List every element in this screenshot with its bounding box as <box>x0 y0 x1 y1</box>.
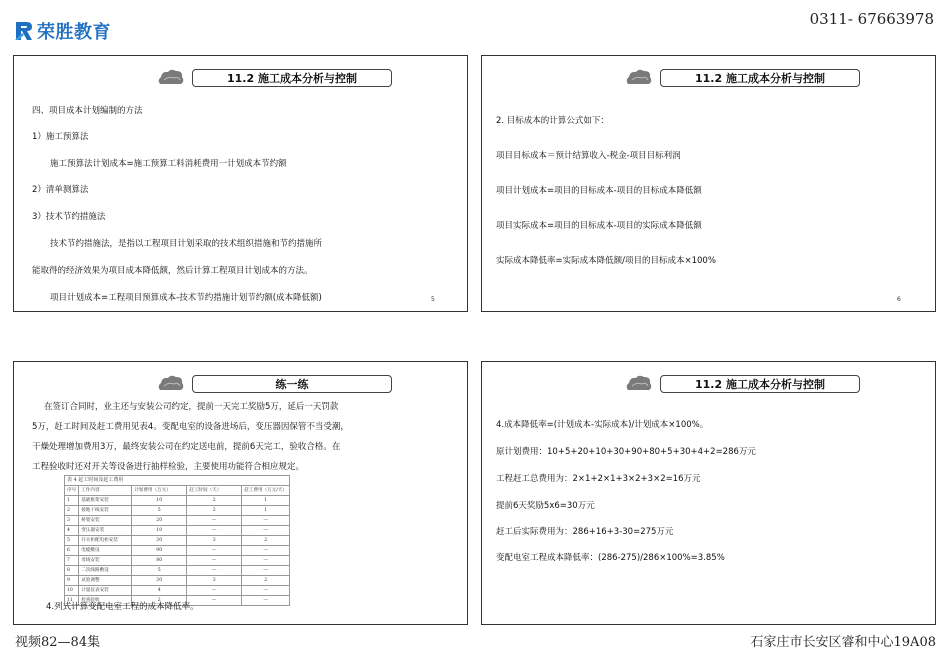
table-cell: — <box>242 546 290 556</box>
text-line: 4.成本降低率=(计划成本-实际成本)/计划成本×100%。 <box>496 420 709 430</box>
table-row <box>65 586 290 596</box>
table-cell: — <box>187 556 242 566</box>
table-header: 工作内容 <box>79 486 132 496</box>
table-cell: — <box>242 526 290 536</box>
table-row <box>65 576 290 586</box>
table-cell: 开关柜配电柜安装 <box>79 536 132 546</box>
table-cell: 试验调整 <box>79 576 132 586</box>
table-cell: 3 <box>187 536 242 546</box>
slide-header <box>624 374 860 394</box>
phone-number: 0311- 67663978 <box>809 10 934 28</box>
table-cell: 5 <box>65 536 79 546</box>
table-cell: 3 <box>187 576 242 586</box>
slide-header <box>624 68 860 88</box>
table-cell: 计量仪表安装 <box>79 586 132 596</box>
slide-header <box>156 374 392 394</box>
table-row <box>65 516 290 526</box>
slide-title: 11.2 施工成本分析与控制 <box>192 69 392 87</box>
table-cell: 8 <box>65 566 79 576</box>
table-caption: 表 4 赶工时间及赶工费用 <box>65 476 290 486</box>
table-cell: — <box>242 556 290 566</box>
table-cell: — <box>187 566 242 576</box>
text-line: 2. 目标成本的计算公式如下： <box>496 116 609 126</box>
table-cell: 1 <box>65 496 79 506</box>
text-line: 1）施工预算法 <box>32 132 89 142</box>
footer-video-range: 视频82—84集 <box>15 635 101 650</box>
table-cell: 4 <box>132 586 187 596</box>
table-row <box>65 506 290 516</box>
table-cell: 5 <box>132 566 187 576</box>
table-cell: 2 <box>187 506 242 516</box>
table-cell: 10 <box>132 496 187 506</box>
text-line: 赶工后实际费用为：286+16+3-30=275万元 <box>496 527 674 537</box>
page-number: 6 <box>897 296 901 303</box>
slide-title: 11.2 施工成本分析与控制 <box>660 375 860 393</box>
table-cell: — <box>242 516 290 526</box>
table-header-row <box>65 486 290 496</box>
table-cell: 基础框架安装 <box>79 496 132 506</box>
table-cell: 10 <box>132 526 187 536</box>
slide-title: 练一练 <box>192 375 392 393</box>
table-cell: — <box>187 516 242 526</box>
text-line: 实际成本降低率=实际成本降低额/项目的目标成本×100% <box>496 256 716 266</box>
table-header: 赶工时间（天） <box>187 486 242 496</box>
table-cell: 母线安装 <box>79 556 132 566</box>
table-cell: — <box>187 586 242 596</box>
table-header: 赶工费用（万元/天） <box>242 486 290 496</box>
table-cell: 4 <box>65 526 79 536</box>
cloud-icon <box>624 372 654 396</box>
text-line: 工程赶工总费用为：2×1+2×1+3×2+3×2=16万元 <box>496 474 701 484</box>
table-cell: 30 <box>132 576 187 586</box>
footer-address: 石家庄市长安区睿和中心19A08 <box>750 635 936 650</box>
cloud-icon <box>156 66 186 90</box>
table-cell: 90 <box>132 546 187 556</box>
slide-header <box>156 68 392 88</box>
text-line: 5万，赶工时间及赶工费用见表4。变配电室的设备进场后，变压器因保管不当受潮， <box>32 422 349 432</box>
table-cell: 2 <box>65 506 79 516</box>
text-line: 工程验收时还对开关等设备进行抽样检验，主要使用功能符合相应规定。 <box>32 462 305 472</box>
table-cell: 1 <box>242 496 290 506</box>
table-row <box>65 566 290 576</box>
table-row <box>65 496 290 506</box>
table-cell: 变压器安装 <box>79 526 132 536</box>
text-line: 技术节约措施法，是指以工程项目计划采取的技术组织措施和节约措施所 <box>50 239 323 249</box>
table-cell: 接地干线安装 <box>79 506 132 516</box>
table-cell: 30 <box>132 536 187 546</box>
table-cell: 5 <box>132 506 187 516</box>
logo <box>13 20 111 42</box>
table-cell: — <box>242 586 290 596</box>
table-cell: 6 <box>65 546 79 556</box>
logo-mark-icon <box>13 20 35 42</box>
table-cell: 2 <box>132 596 187 606</box>
slide-1 <box>13 55 468 312</box>
table-cell: 电缆敷设 <box>79 546 132 556</box>
slide-4 <box>481 361 936 625</box>
text-line: 施工预算法计划成本=施工预算工料消耗费用一计划成本节约额 <box>50 159 287 169</box>
cloud-icon <box>624 66 654 90</box>
text-line: 变配电室工程成本降低率：(286-275)/286×100%=3.85% <box>496 553 725 563</box>
table-cell: 3 <box>65 516 79 526</box>
text-line: 项目实际成本=项目的目标成本-项目的实际成本降低额 <box>496 221 702 231</box>
table-cell: 2 <box>242 536 290 546</box>
table-row <box>65 556 290 566</box>
table-cell: 11 <box>65 596 79 606</box>
text-line: 干燥处理增加费用3万，最终安装公司在约定送电前，提前6天完工，验收合格。在 <box>32 442 341 452</box>
text-line: 提前6天奖励5x6=30万元 <box>496 501 595 511</box>
table-cell: — <box>187 546 242 556</box>
text-line: 原计划费用：10+5+20+10+30+90+80+5+30+4+2=286万元 <box>496 447 756 457</box>
table-cell: — <box>187 596 242 606</box>
table-row <box>65 536 290 546</box>
text-line: 3）技术节约措施法 <box>32 212 106 222</box>
table-row <box>65 526 290 536</box>
text-line: 2）清单测算法 <box>32 185 89 195</box>
text-line: 能取得的经济效果为项目成本降低额，然后计算工程项目计划成本的方法。 <box>32 266 313 276</box>
table-cell: — <box>242 596 290 606</box>
table-cell: 2 <box>187 496 242 506</box>
table-cell: 10 <box>65 586 79 596</box>
slide-3 <box>13 361 468 625</box>
table-header: 计划费用（万元） <box>132 486 187 496</box>
table-row <box>65 546 290 556</box>
table-cell: 检查验收 <box>79 596 132 606</box>
text-line: 在签订合同时，业主还与安装公司约定，提前一天完工奖励5万，延后一天罚款 <box>44 402 339 412</box>
slide-title: 11.2 施工成本分析与控制 <box>660 69 860 87</box>
logo-text: 荣胜教育 <box>37 22 111 43</box>
table-cell: 80 <box>132 556 187 566</box>
table-cell: 桥架安装 <box>79 516 132 526</box>
table-cell: 1 <box>242 506 290 516</box>
table-cell: 7 <box>65 556 79 566</box>
cloud-icon <box>156 372 186 396</box>
table-cell: 20 <box>132 516 187 526</box>
text-line: 项目目标成本＝预计结算收入-税金-项目目标利润 <box>496 151 681 161</box>
table-cell: — <box>187 526 242 536</box>
cost-table <box>64 475 290 606</box>
table-header: 序号 <box>65 486 79 496</box>
page-number: 5 <box>431 296 435 303</box>
table-cell: — <box>242 566 290 576</box>
table-cell: 9 <box>65 576 79 586</box>
table-cell: 二次线路敷设 <box>79 566 132 576</box>
text-line: 项目计划成本=工程项目预算成本-技术节约措施计划节约额(成本降低额) <box>50 293 322 303</box>
text-line: 项目计划成本=项目的目标成本-项目的目标成本降低额 <box>496 186 702 196</box>
text-line: 四、项目成本计划编制的方法 <box>32 106 143 116</box>
table-cell: 2 <box>242 576 290 586</box>
slide-2 <box>481 55 936 312</box>
question-text: 4.列式计算变配电室工程的成本降低率。 <box>46 602 199 612</box>
